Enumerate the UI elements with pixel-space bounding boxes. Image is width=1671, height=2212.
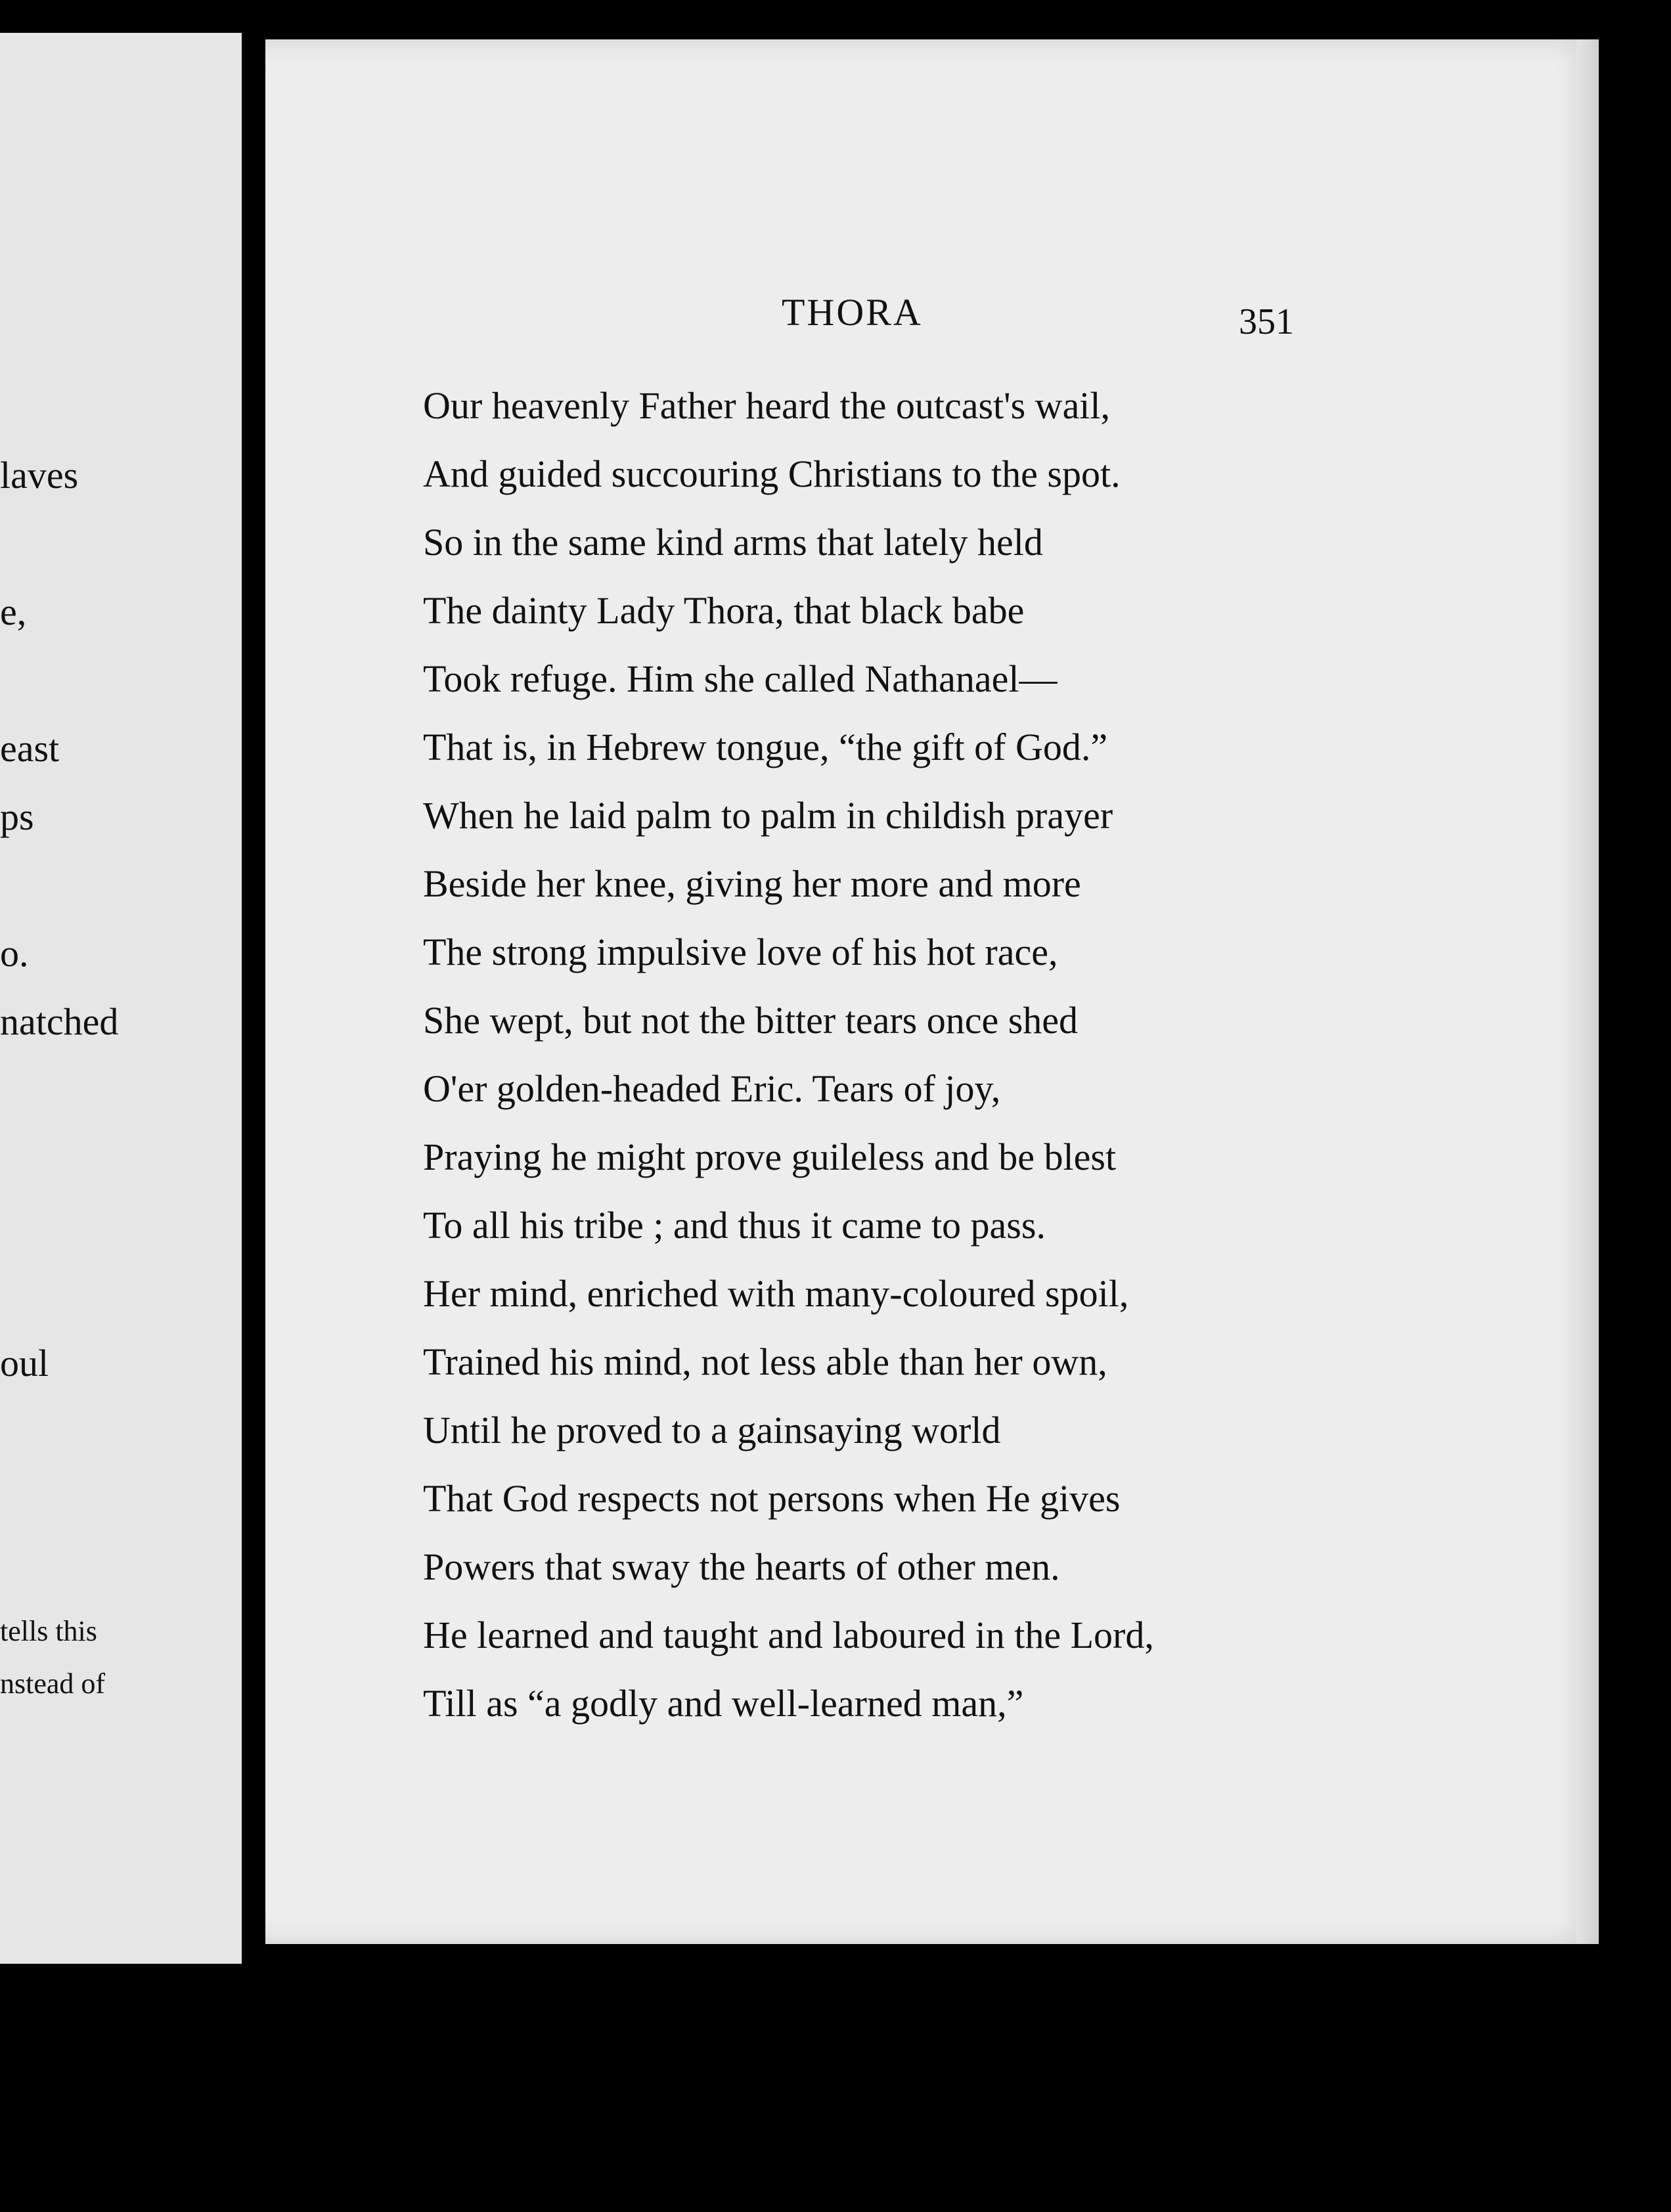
- poem-line: Praying he might prove guileless and be blest: [423, 1136, 1117, 1178]
- poem-line: Took refuge. Him she called Nathanael—: [423, 657, 1058, 700]
- poem-line: When he laid palm to palm in childish prayer: [423, 794, 1113, 837]
- left-page-footnote-fragment: tells this: [0, 1615, 97, 1647]
- page-edge-shadow: [1576, 39, 1599, 1944]
- poem-line: That is, in Hebrew tongue, “the gift of God.”: [423, 726, 1108, 768]
- poem-line: He learned and taught and laboured in the Lord,: [423, 1614, 1154, 1656]
- poem-line: The strong impulsive love of his hot race,: [423, 931, 1058, 973]
- left-page-fragment: oul: [0, 1342, 49, 1384]
- left-facing-page: [0, 33, 242, 1964]
- poem-line: So in the same kind arms that lately held: [423, 521, 1043, 564]
- poem-line: Until he proved to a gainsaying world: [423, 1409, 1001, 1451]
- poem-line: And guided succouring Christians to the spot.: [423, 453, 1121, 495]
- poem-text: [423, 372, 1154, 1738]
- poem-line: Trained his mind, not less able than her own,: [423, 1340, 1107, 1383]
- poem-line: Our heavenly Father heard the outcast's wail,: [423, 384, 1111, 427]
- left-page-fragment: east: [0, 727, 60, 770]
- poem-line: She wept, but not the bitter tears once shed: [423, 999, 1079, 1042]
- page-number: 351: [1239, 301, 1294, 342]
- poem-line: Her mind, enriched with many-coloured spoil,: [423, 1272, 1129, 1315]
- book-gutter: [257, 39, 265, 1944]
- poem-line: To all his tribe ; and thus it came to pass.: [423, 1204, 1046, 1247]
- left-page-fragment: natched: [0, 1000, 119, 1043]
- left-page-fragment: o.: [0, 932, 29, 975]
- left-page-fragment: laves: [0, 454, 79, 497]
- poem-line: The dainty Lady Thora, that black babe: [423, 589, 1025, 632]
- poem-line: Till as “a godly and well-learned man,”: [423, 1682, 1024, 1725]
- poem-line: Powers that sway the hearts of other men.: [423, 1545, 1060, 1588]
- poem-line: O'er golden-headed Eric. Tears of joy,: [423, 1067, 1001, 1110]
- poem-line: Beside her knee, giving her more and more: [423, 862, 1081, 905]
- left-page-fragment: ps: [0, 795, 34, 838]
- left-page-footnote-fragment: nstead of: [0, 1668, 106, 1700]
- running-head: THORA: [782, 291, 923, 334]
- left-page-fragment: e,: [0, 590, 27, 633]
- poem-line: That God respects not persons when He gives: [423, 1477, 1121, 1520]
